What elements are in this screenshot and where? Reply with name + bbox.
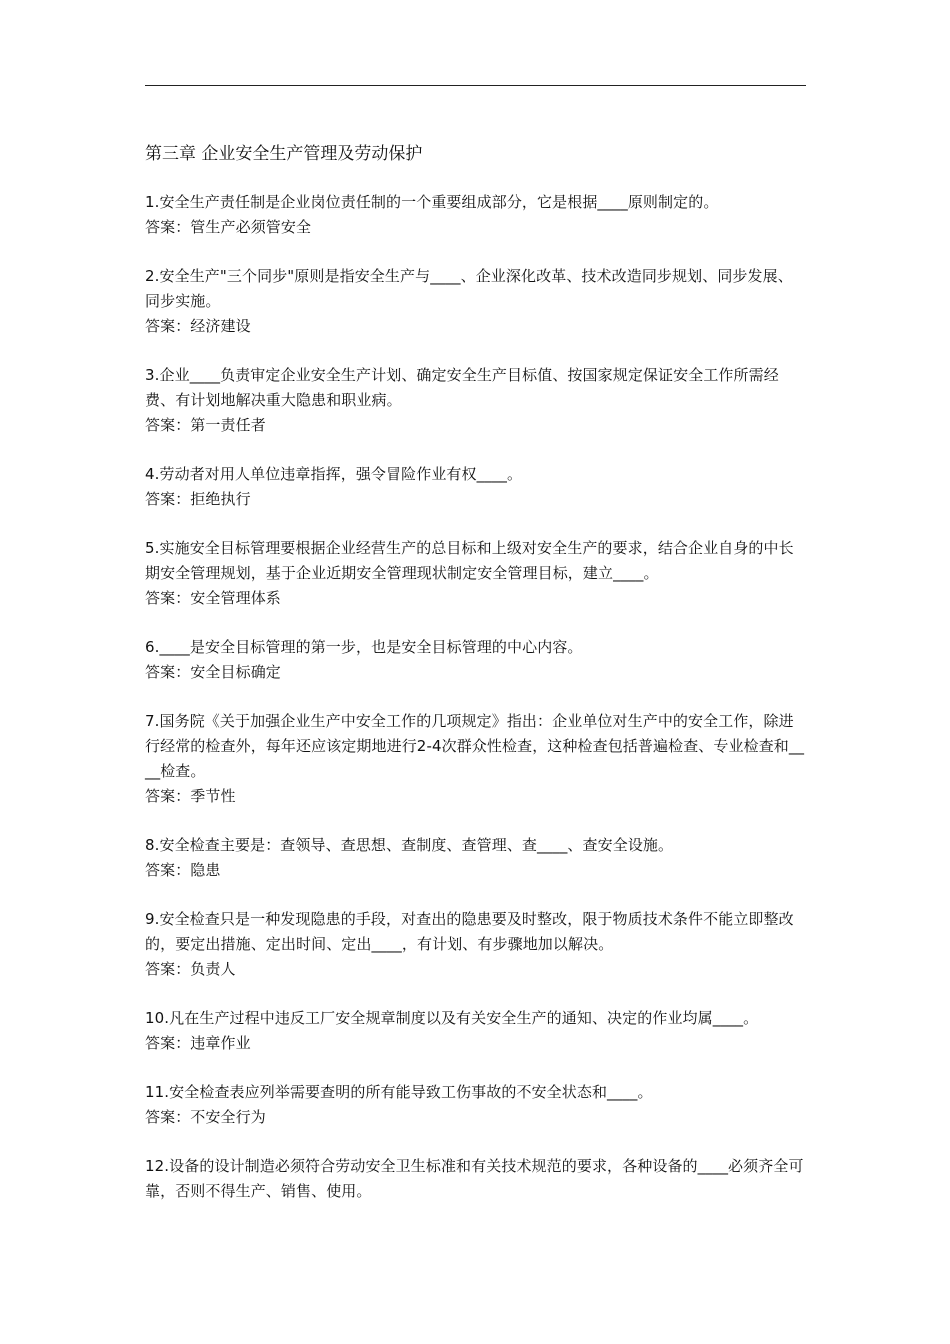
question-text: 10.凡在生产过程中违反工厂安全规章制度以及有关安全生产的通知、决定的作业均属____。 xyxy=(145,1009,759,1027)
question-text: 4.劳动者对用人单位违章指挥，强令冒险作业有权____。 xyxy=(145,465,523,483)
answer-text: 答案：管生产必须管安全 xyxy=(145,218,312,236)
document-body xyxy=(145,142,807,1228)
answer-text: 答案：拒绝执行 xyxy=(145,490,251,508)
answer-text: 答案：安全目标确定 xyxy=(145,663,281,681)
question-text: 5.实施安全目标管理要根据企业经营生产的总目标和上级对安全生产的要求，结合企业自身的中长期安全管理规划，基于企业近期安全管理现状制定安全管理目标，建立____。 xyxy=(145,539,794,582)
qa-item xyxy=(145,907,807,982)
answer-text: 答案：第一责任者 xyxy=(145,416,266,434)
answer-text: 答案：负责人 xyxy=(145,960,236,978)
question-text: 9.安全检查只是一种发现隐患的手段，对查出的隐患要及时整改，限于物质技术条件不能立即整改的，要定出措施、定出时间、定出____，有计划、有步骤地加以解决。 xyxy=(145,910,794,953)
question-text: 3.企业____负责审定企业安全生产计划、确定安全生产目标值、按国家规定保证安全工作所需经费、有计划地解决重大隐患和职业病。 xyxy=(145,366,779,409)
answer-text: 答案：违章作业 xyxy=(145,1034,251,1052)
question-text: 8.安全检查主要是：查领导、查思想、查制度、查管理、查____、查安全设施。 xyxy=(145,836,674,854)
qa-item xyxy=(145,1006,807,1056)
qa-item xyxy=(145,462,807,512)
qa-item xyxy=(145,833,807,883)
qa-item xyxy=(145,190,807,240)
question-text: 12.设备的设计制造必须符合劳动安全卫生标准和有关技术规范的要求，各种设备的____必须齐全可靠，否则不得生产、销售、使用。 xyxy=(145,1157,804,1200)
answer-text: 答案：隐患 xyxy=(145,861,221,879)
top-divider xyxy=(145,85,806,86)
answer-text: 答案：安全管理体系 xyxy=(145,589,281,607)
qa-item xyxy=(145,1080,807,1130)
qa-item xyxy=(145,1154,807,1204)
answer-text: 答案：不安全行为 xyxy=(145,1108,266,1126)
qa-item xyxy=(145,536,807,611)
answer-text: 答案：经济建设 xyxy=(145,317,251,335)
question-text: 6.____是安全目标管理的第一步，也是安全目标管理的中心内容。 xyxy=(145,638,583,656)
qa-item xyxy=(145,264,807,339)
qa-item xyxy=(145,635,807,685)
answer-text: 答案：季节性 xyxy=(145,787,236,805)
question-text: 2.安全生产"三个同步"原则是指安全生产与____、企业深化改革、技术改造同步规划、同步发展、同步实施。 xyxy=(145,267,793,310)
question-text: 1.安全生产责任制是企业岗位责任制的一个重要组成部分，它是根据____原则制定的。 xyxy=(145,193,719,211)
qa-item xyxy=(145,709,807,809)
qa-item xyxy=(145,363,807,438)
question-text: 11.安全检查表应列举需要查明的所有能导致工伤事故的不安全状态和____。 xyxy=(145,1083,653,1101)
chapter-title: 第三章 企业安全生产管理及劳动保护 xyxy=(145,144,423,164)
question-text: 7.国务院《关于加强企业生产中安全工作的几项规定》指出：企业单位对生产中的安全工作，除进行经常的检查外，每年还应该定期地进行2-4次群众性检查，这种检查包括普遍检查、专业检查和____检查。 xyxy=(145,712,805,780)
